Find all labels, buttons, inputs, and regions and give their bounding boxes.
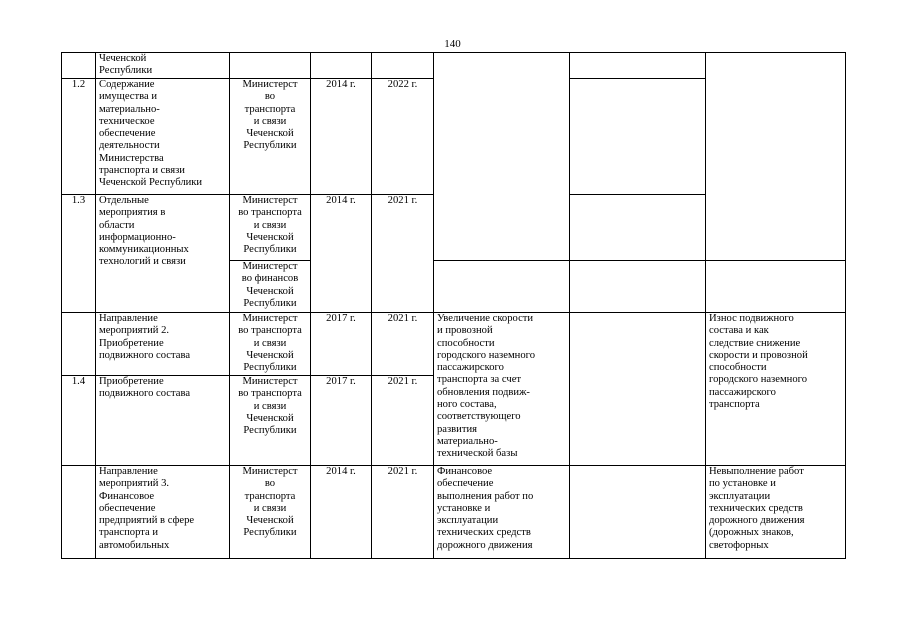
extra-cell: [570, 261, 706, 313]
extra-cell: [570, 466, 706, 559]
program-measures-table: [61, 52, 846, 559]
executor-cell: Министерст во транспорта и связи Чеченской Республики: [230, 466, 311, 559]
row-number-cell: [62, 313, 96, 376]
start-year-cell: 2017 г.: [311, 376, 372, 466]
page-number: 140: [444, 38, 461, 50]
measure-name-cell: Отдельные мероприятия в области информационно- коммуникационных технологий и связи: [96, 195, 230, 313]
measure-name-cell: Направление мероприятий 2. Приобретение подвижного состава: [96, 313, 230, 376]
executor-cell: Министерст во транспорта и связи Чеченской Республики: [230, 195, 311, 261]
table-row: [62, 313, 846, 376]
start-year-cell: 2014 г.: [311, 79, 372, 195]
row-number-cell: 1.4: [62, 376, 96, 466]
executor-cell: Министерст во транспорта и связи Чеченской Республики: [230, 79, 311, 195]
result-cell: Финансовое обеспечение выполнения работ по установке и эксплуатации технических средств дорожного движения: [434, 466, 570, 559]
table-row: [62, 466, 846, 559]
end-year-cell: [372, 53, 434, 79]
result-cell: Увеличение скорости и провозной способности городского наземного пассажирского транспорта за счет обновления подвиж- ного состава, соответствующего развития материально- технической базы: [434, 313, 570, 466]
extra-cell: [570, 195, 706, 261]
start-year-cell: 2014 г.: [311, 195, 372, 313]
measure-name-cell: Приобретение подвижного состава: [96, 376, 230, 466]
end-year-cell: 2021 г.: [372, 466, 434, 559]
end-year-cell: 2021 г.: [372, 376, 434, 466]
extra-cell: [570, 53, 706, 79]
measure-name-cell: Содержание имущества и материально- техническое обеспечение деятельности Министерства транспорта и связи Чеченской Республики: [96, 79, 230, 195]
end-year-cell: 2021 г.: [372, 313, 434, 376]
executor-cell-finance: Министерст во финансов Чеченской Республики: [230, 261, 311, 313]
consequence-cell-empty: [706, 261, 846, 313]
end-year-cell: 2022 г.: [372, 79, 434, 195]
extra-cell: [570, 313, 706, 466]
table-row: [62, 53, 846, 79]
result-cell-empty: [434, 261, 570, 313]
executor-cell: [230, 53, 311, 79]
row-number-cell: [62, 466, 96, 559]
start-year-cell: 2014 г.: [311, 466, 372, 559]
consequence-cell-empty: [706, 53, 846, 261]
executor-cell: Министерст во транспорта и связи Чеченской Республики: [230, 313, 311, 376]
extra-cell: [570, 79, 706, 195]
consequence-cell: Невыполнение работ по установке и эксплуатации технических средств дорожного движения (дорожных знаков, светофорных: [706, 466, 846, 559]
measure-name-cell: Чеченской Республики: [96, 53, 230, 79]
program-table-frame: [61, 52, 846, 559]
end-year-cell: 2021 г.: [372, 195, 434, 313]
result-cell-empty: [434, 53, 570, 261]
measure-name-cell: Направление мероприятий 3. Финансовое обеспечение предприятий в сфере транспорта и автомобильных: [96, 466, 230, 559]
row-number-cell: 1.3: [62, 195, 96, 313]
row-number-cell: [62, 53, 96, 79]
start-year-cell: 2017 г.: [311, 313, 372, 376]
executor-cell: Министерст во транспорта и связи Чеченской Республики: [230, 376, 311, 466]
start-year-cell: [311, 53, 372, 79]
row-number-cell: 1.2: [62, 79, 96, 195]
consequence-cell: Износ подвижного состава и как следствие снижение скорости и провозной способности городского наземного пассажирского транспорта: [706, 313, 846, 466]
